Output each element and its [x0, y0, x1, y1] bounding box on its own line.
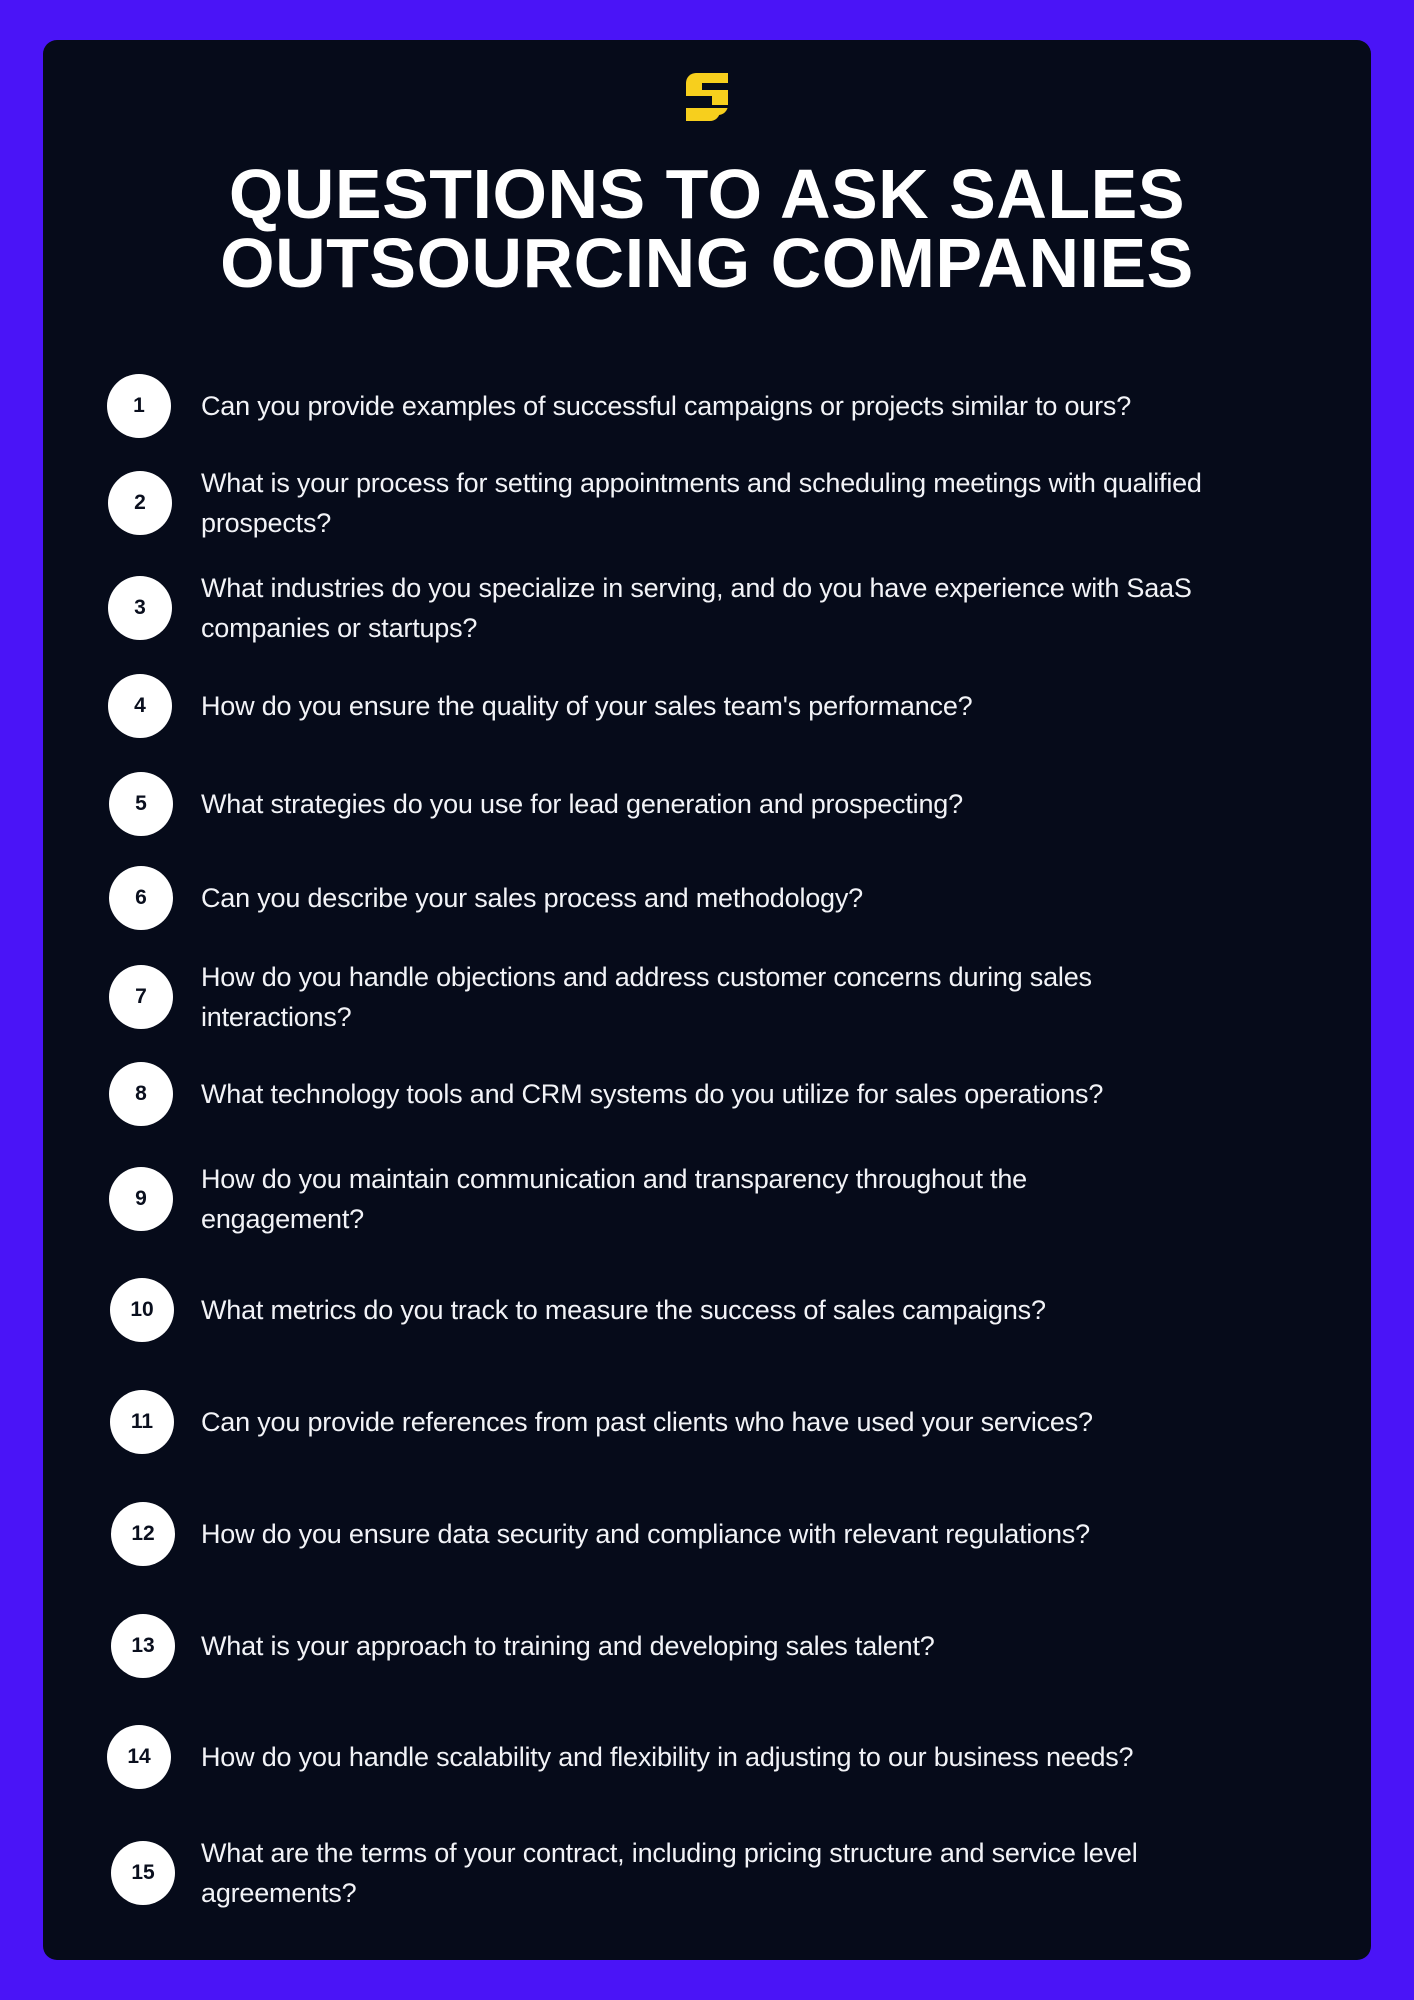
- question-text: How do you ensure the quality of your sales team's performance?: [201, 691, 973, 721]
- number-badge: 3: [108, 576, 172, 640]
- number-badge: 14: [107, 1725, 171, 1789]
- question-text: Can you provide references from past clients who have used your services?: [201, 1407, 1093, 1437]
- number-badge: 4: [108, 674, 172, 738]
- title-line-1: QUESTIONS TO ASK SALES: [228, 155, 1186, 233]
- number-badge: 9: [109, 1167, 173, 1231]
- question-text: How do you ensure data security and compliance with relevant regulations?: [201, 1519, 1090, 1549]
- question-text: What is your process for setting appointments and scheduling meetings with qualified prospects?: [201, 468, 1202, 538]
- question-text: How do you handle objections and address customer concerns during sales interactions?: [201, 962, 1092, 1032]
- question-text: Can you provide examples of successful campaigns or projects similar to ours?: [201, 391, 1132, 421]
- number-badge: 15: [111, 1841, 175, 1905]
- number-badge: 12: [111, 1502, 175, 1566]
- question-text: What technology tools and CRM systems do you utilize for sales operations?: [201, 1079, 1104, 1109]
- question-text: Can you describe your sales process and methodology?: [201, 883, 863, 913]
- number-badge: 5: [109, 772, 173, 836]
- question-text: How do you handle scalability and flexibility in adjusting to our business needs?: [201, 1742, 1134, 1772]
- number-badge: 8: [109, 1062, 173, 1126]
- question-text: What are the terms of your contract, including pricing structure and service level agreements?: [201, 1838, 1138, 1908]
- question-text: What strategies do you use for lead generation and prospecting?: [201, 789, 963, 819]
- number-badge: 10: [110, 1278, 174, 1342]
- question-text: What industries do you specialize in serving, and do you have experience with SaaS companies or startups?: [201, 573, 1192, 643]
- title-line-2: OUTSOURCING COMPANIES: [220, 224, 1194, 302]
- question-text: What is your approach to training and developing sales talent?: [201, 1631, 935, 1661]
- number-badge: 2: [108, 471, 172, 535]
- number-badge: 7: [109, 965, 173, 1029]
- number-badge: 1: [107, 374, 171, 438]
- question-text: How do you maintain communication and transparency throughout the engagement?: [201, 1164, 1027, 1234]
- number-badge: 13: [111, 1614, 175, 1678]
- question-text: What metrics do you track to measure the success of sales campaigns?: [201, 1295, 1046, 1325]
- number-badge: 6: [109, 866, 173, 930]
- number-badge: 11: [110, 1390, 174, 1454]
